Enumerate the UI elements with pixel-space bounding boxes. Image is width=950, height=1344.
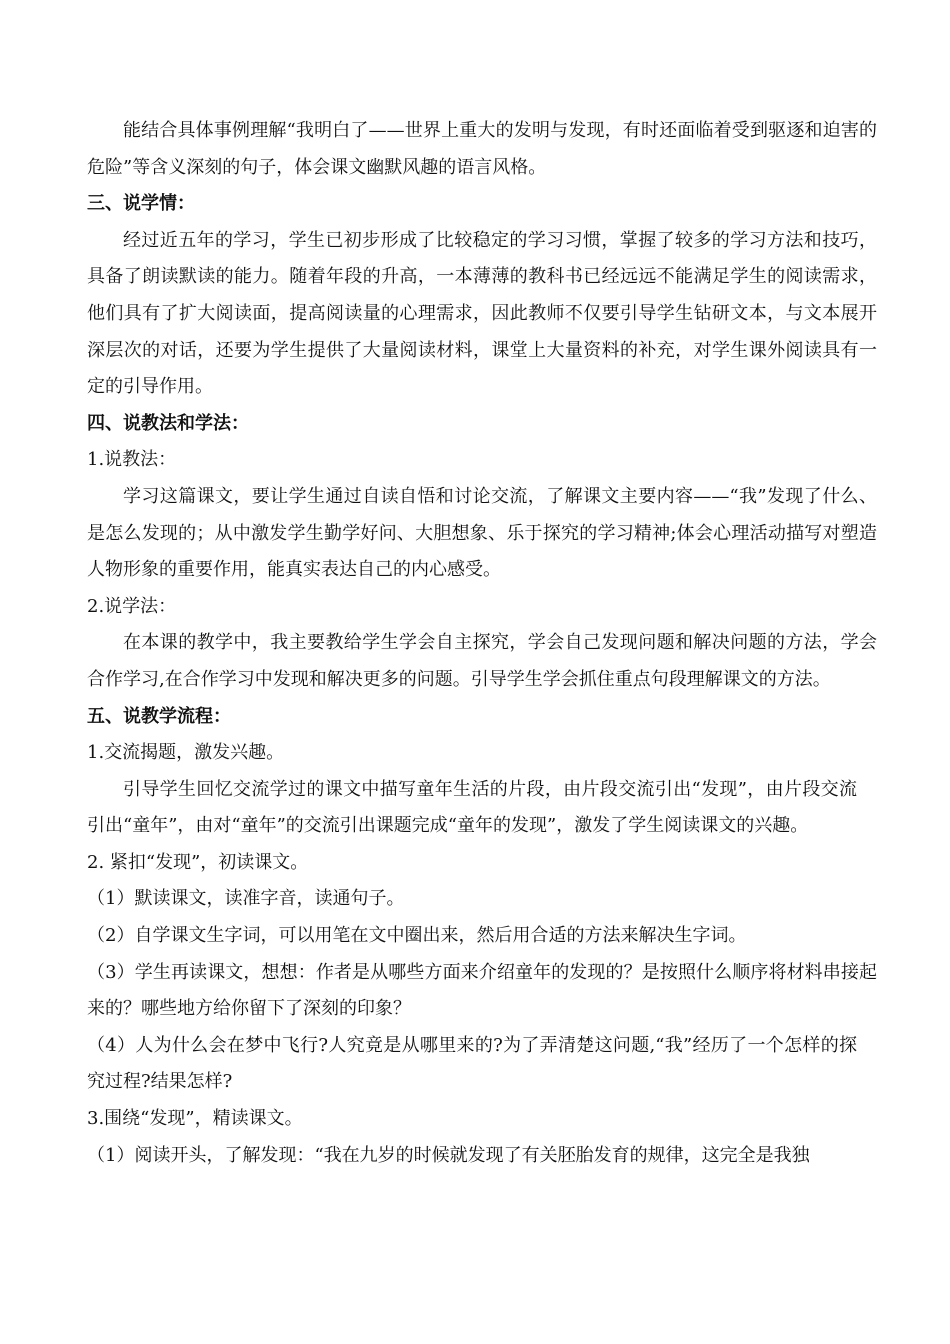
list-item: （1）阅读开头，了解发现：“我在九岁的时候就发现了有关胚胎发育的规律，这完全是我独 bbox=[87, 1144, 810, 1166]
process-step-3-title: 3.围绕“发现”，精读课文。 bbox=[87, 1108, 303, 1130]
list-item: （3）学生再读课文，想想：作者是从哪些方面来介绍童年的发现的？是按照什么顺序将材料串接起来的？哪些地方给你留下了深刻的印象？ bbox=[87, 961, 877, 1020]
section-heading-xueqing: 三、说学情： bbox=[87, 193, 195, 215]
section-heading-process: 五、说教学流程： bbox=[87, 705, 231, 727]
learning-method-paragraph: 在本课的教学中，我主要教给学生学会自主探究，学会自己发现问题和解决问题的方法，学会合作学习,在合作学习中发现和解决更多的问题。引导学生学会抓住重点句段理解课文的方法。 bbox=[87, 632, 877, 690]
process-step-1-paragraph: 引导学生回忆交流学过的课文中描写童年生活的片段，由片段交流引出“发现”，由片段交流引出“童年”，由对“童年”的交流引出课题完成“童年的发现”，激发了学生阅读课文的兴趣。 bbox=[87, 778, 857, 837]
teaching-method-title: 1.说教法： bbox=[87, 449, 177, 471]
teaching-method-paragraph: 学习这篇课文，要让学生通过自读自悟和讨论交流，了解课文主要内容——“我”发现了什么、是怎么发现的；从中激发学生勤学好问、大胆想象、乐于探究的学习精神;体会心理活动描写对塑造人物形象的重要作用，能真实表达自己的内心感受。 bbox=[87, 485, 877, 581]
list-item: （2）自学课文生字词，可以用笔在文中圈出来，然后用合适的方法来解决生字词。 bbox=[87, 925, 747, 947]
learning-method-title: 2.说学法： bbox=[87, 595, 177, 617]
goal-paragraph: 能结合具体事例理解“我明白了——世界上重大的发明与发现，有时还面临着受到驱逐和迫害的危险”等含义深刻的句子，体会课文幽默风趣的语言风格。 bbox=[87, 120, 877, 178]
document-page bbox=[87, 113, 877, 1174]
list-item: （1）默读课文，读准字音，读通句子。 bbox=[87, 888, 405, 910]
xueqing-paragraph: 经过近五年的学习，学生已初步形成了比较稳定的学习习惯，掌握了较多的学习方法和技巧，具备了朗读默读的能力。随着年段的升高，一本薄薄的教科书已经远远不能满足学生的阅读需求，他们具有了扩大阅读面，提高阅读量的心理需求，因此教师不仅要引导学生钻研文本，与文本展开深层次的对话，还要为学生提供了大量阅读材料，课堂上大量资料的补充，对学生课外阅读具有一定的引导作用。 bbox=[87, 229, 877, 398]
section-heading-methods: 四、说教法和学法： bbox=[87, 412, 249, 434]
list-item: （4）人为什么会在梦中飞行?人究竟是从哪里来的?为了弄清楚这问题,“我”经历了一个怎样的探究过程?结果怎样? bbox=[87, 1034, 857, 1093]
process-step-1-title: 1.交流揭题，激发兴趣。 bbox=[87, 742, 285, 764]
process-step-2-title: 2. 紧扣“发现”，初读课文。 bbox=[87, 851, 309, 873]
